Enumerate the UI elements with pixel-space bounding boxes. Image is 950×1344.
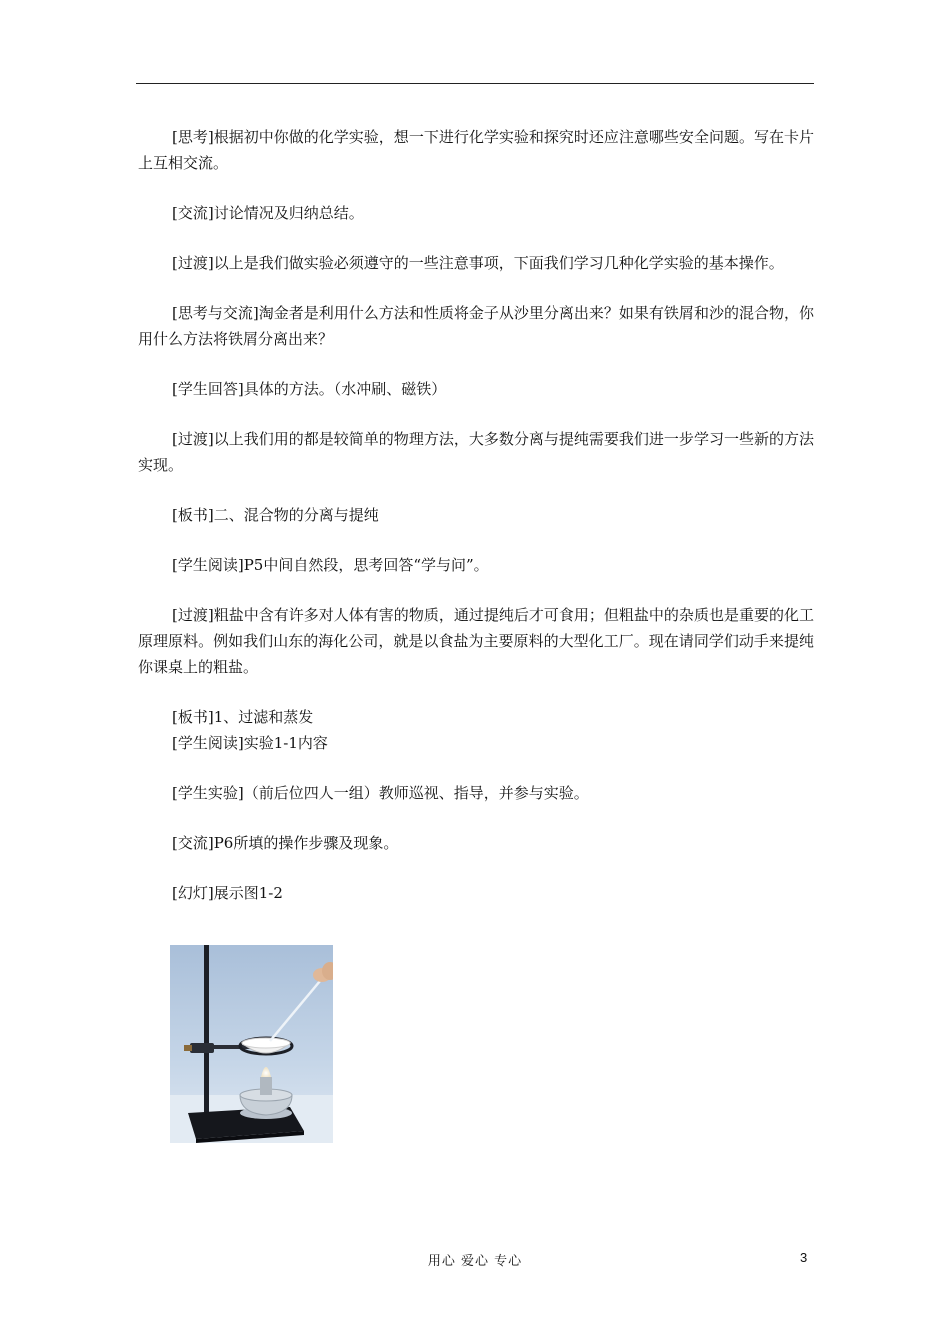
paragraph-blackboard-filter: [板书]1、过滤和蒸发 [172,708,314,726]
paragraph-transition-3: [过渡]粗盐中含有许多对人体有害的物质，通过提纯后才可食用；但粗盐中的杂质也是重要的化工原理原料。例如我们山东的海化公司，就是以食盐为主要原料的大型化工厂。现在请同学们动手来提纯你课桌上的粗盐。 [138,606,814,676]
paragraph-student-experiment: [学生实验]（前后位四人一组）教师巡视、指导，并参与实验。 [172,784,589,802]
paragraph-transition-2: [过渡]以上我们用的都是较简单的物理方法，大多数分离与提纯需要我们进一步学习一些新的方法实现。 [138,430,814,474]
paragraph-student-reading-1: [学生阅读]P5中间自然段，思考回答“学与问”。 [172,556,489,574]
paragraph-exchange-p6: [交流]P6所填的操作步骤及现象。 [172,834,399,852]
footer-motto: 用心 爱心 专心 [427,1254,523,1269]
paragraph-student-answer: [学生回答]具体的方法。（水冲刷、磁铁） [172,380,447,398]
paragraph-think-exchange: [思考与交流]淘金者是利用什么方法和性质将金子从沙里分离出来？如果有铁屑和沙的混合物，你用什么方法将铁屑分离出来？ [138,304,814,348]
paragraph-student-reading-2: [学生阅读]实验1-1内容 [172,734,328,752]
paragraph-slide: [幻灯]展示图1-2 [172,884,283,902]
page-number: 3 [800,1250,808,1265]
evaporation-apparatus-photo [170,945,333,1143]
paragraph-blackboard-2: [板书]二、混合物的分离与提纯 [172,506,379,524]
paragraph-exchange: [交流]讨论情况及归纳总结。 [172,204,364,222]
header-rule [136,83,814,84]
document-body [138,124,814,930]
paragraph-transition-1: [过渡]以上是我们做实验必须遵守的一些注意事项，下面我们学习几种化学实验的基本操作。 [172,254,784,272]
paragraph-think: [思考]根据初中你做的化学实验，想一下进行化学实验和探究时还应注意哪些安全问题。写在卡片上互相交流。 [138,128,814,172]
